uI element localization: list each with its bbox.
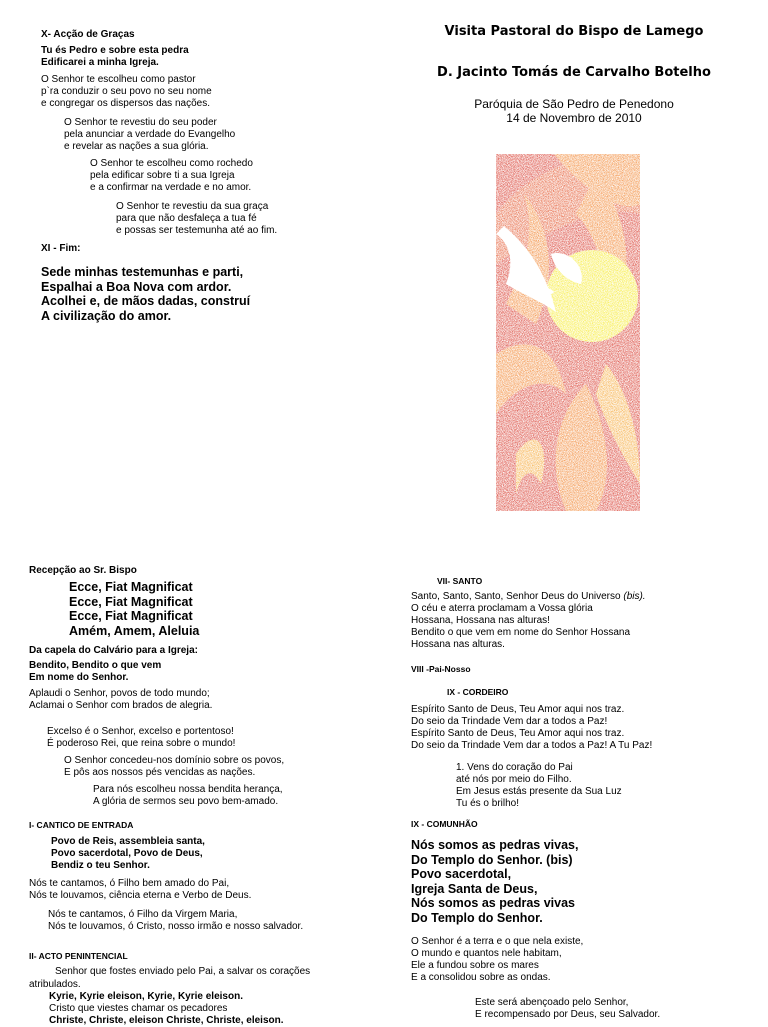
acao-gracas-verse-2: O Senhor te revestiu do seu poder pela anunciar a verdade do Evangelho e revelar as nações a sua glória. [64, 117, 236, 152]
fim-text: Sede minhas testemunhas e parti, Espalhai a Boa Nova com ardor. Acolhei e, de mãos dadas, construí A civilização do amor. [41, 265, 251, 323]
penitencial-line-5: Christe, Christe, eleison Christe, Christe, eleison. [49, 1015, 284, 1026]
acao-gracas-verse-4: O Senhor te revestiu da sua graça para que não desfaleça a tua fé e possas ser testemunha até ao fim. [116, 201, 278, 236]
holy-spirit-dove-artwork [496, 154, 640, 511]
comunhao-refrain: Nós somos as pedras vivas, Do Templo do Senhor. (bis) Povo sacerdotal, Igreja Santa de Deus, Nós somos as pedras vivas Do Templo do Senhor. [411, 838, 579, 925]
penitencial-line-2: atribulados. [29, 979, 81, 990]
acao-gracas-refrain: Tu és Pedro e sobre esta pedra Edificarei a minha Igreja. [41, 45, 189, 68]
santo-line-1 [411, 591, 646, 603]
cordeiro-heading: IX - CORDEIRO [447, 687, 509, 697]
entrada-refrain: Povo de Reis, assembleia santa, Povo sacerdotal, Povo de Deus, Bendiz o teu Senhor. [51, 836, 205, 871]
painosso-heading: VIII -Pai-Nosso [411, 664, 471, 674]
acao-gracas-verse-3: O Senhor te escolheu como rochedo pela edificar sobre ti a sua Igreja e a confirmar na verdade e no amor. [90, 158, 253, 193]
santo-heading: VII- SANTO [437, 576, 483, 586]
penitencial-line-1: Senhor que fostes enviado pelo Pai, a salvar os corações [55, 966, 311, 977]
entrada-verse-1: Nós te cantamos, ó Filho bem amado do Pai, Nós te louvamos, ciência eterna e Verbo de Deus. [29, 878, 252, 901]
santo-text: O céu e aterra proclamam a Vossa glória Hossana, Hossana nas alturas! Bendito o que vem em nome do Senhor Hossana Hossana nas alturas. [411, 603, 631, 650]
cordeiro-text: Espírito Santo de Deus, Teu Amor aqui nos traz. Do seio da Trindade Vem dar a todos a Paz! Espírito Santo de Deus, Teu Amor aqui nos traz. Do seio da Trindade Vem dar a todos a Paz! A Tu Paz! [411, 704, 653, 751]
cover-title-2: D. Jacinto Tomás de Carvalho Botelho [437, 65, 711, 80]
penitencial-line-3: Kyrie, Kyrie eleison, Kyrie, Kyrie eleison. [49, 991, 243, 1002]
entrada-verse-2: Nós te cantamos, ó Filho da Virgem Maria, Nós te louvamos, ó Cristo, nosso irmão e nosso salvador. [48, 909, 304, 932]
entrada-heading: I- CANTICO DE ENTRADA [29, 820, 134, 830]
recepcao-heading: Recepção ao Sr. Bispo [29, 565, 137, 576]
calvario-refrain: Bendito, Bendito o que vem Em nome do Senhor. [29, 660, 162, 683]
fim-heading: XI - Fim: [41, 243, 81, 254]
cover-title-1: Visita Pastoral do Bispo de Lamego [444, 24, 704, 39]
calvario-heading: Da capela do Calvário para a Igreja: [29, 645, 198, 656]
santo-bis: (bis). [623, 591, 646, 602]
penitencial-heading: II- ACTO PENINTENCIAL [29, 951, 128, 961]
cordeiro-stanza: 1. Vens do coração do Pai até nós por meio do Filho. Em Jesus estás presente da Sua Luz Tu és o brilho! [456, 762, 622, 809]
comunhao-verse-2: Este será abençoado pelo Senhor, E recompensado por Deus, seu Salvador. [475, 997, 661, 1020]
recepcao-text: Ecce, Fiat Magnificat Ecce, Fiat Magnificat Ecce, Fiat Magnificat Amém, Amem, Aleluia [69, 580, 200, 638]
santo-line-1-text: Santo, Santo, Santo, Senhor Deus do Universo [411, 591, 624, 602]
cover-parish: Paróquia de São Pedro de Penedono [474, 97, 674, 111]
acao-gracas-heading: X- Acção de Graças [41, 29, 135, 40]
acao-gracas-verse-1: O Senhor te escolheu como pastor p`ra conduzir o seu povo no seu nome e congregar os dispersos das nações. [41, 74, 212, 109]
calvario-verse-3: O Senhor concedeu-nos domínio sobre os povos, E pôs aos nossos pés vencidas as nações. [64, 755, 285, 778]
calvario-verse-2: Excelso é o Senhor, excelso e portentoso! É poderoso Rei, que reina sobre o mundo! [47, 726, 236, 749]
comunhao-verse-1: O Senhor é a terra e o que nela existe, O mundo e quantos nele habitam, Ele a fundou sobre os mares E a consolidou sobre as ondas. [411, 936, 584, 983]
cover-date: 14 de Novembro de 2010 [506, 111, 642, 125]
calvario-verse-4: Para nós escolheu nossa bendita herança, A glória de sermos seu povo bem-amado. [93, 784, 283, 807]
comunhao-heading: IX - COMUNHÃO [411, 819, 478, 829]
penitencial-line-4: Cristo que viestes chamar os pecadores [49, 1003, 228, 1014]
calvario-verse-1: Aplaudi o Senhor, povos de todo mundo; Aclamai o Senhor com brados de alegria. [29, 688, 213, 711]
